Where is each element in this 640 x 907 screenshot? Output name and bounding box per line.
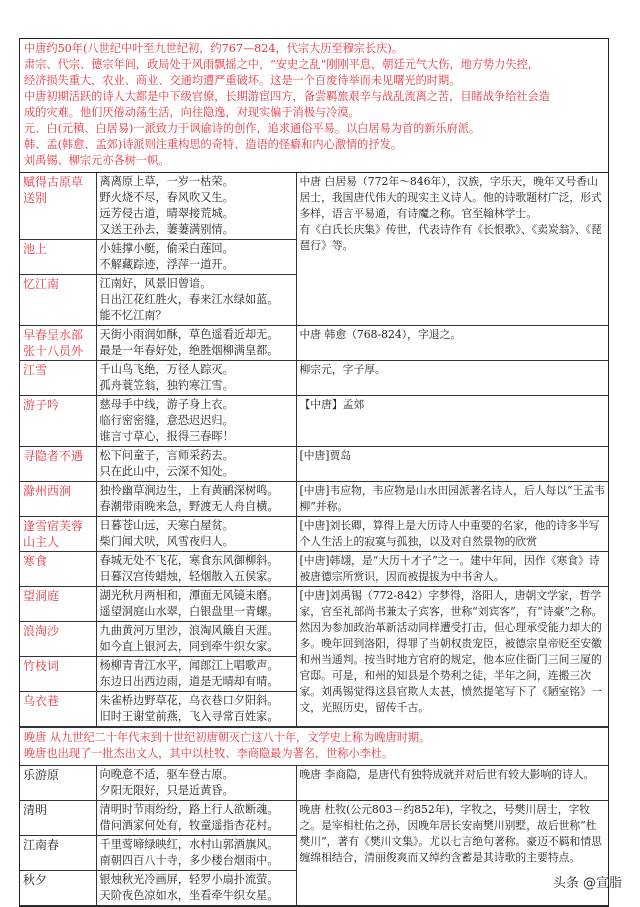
poem-line: 只在此山中，云深不知处。 [99, 465, 234, 478]
poem-line: 天街小雨润如酥，草色遥看近却无。 [99, 328, 279, 341]
poem-line: 野火烧不尽，春风吹又生。 [99, 191, 234, 204]
poem-text [96, 447, 296, 482]
poet-info-hanhong: [中唐]韩翃，是“大历十才子”之一。建中年间，因作《寒食》诗被唐德宗所赏识，因而被提拔为中书舍人。 [296, 552, 608, 587]
poem-text [96, 173, 296, 240]
intro-line: 经济损失重大，农业、商业、交通均遭严重破坏。这是一个百废待举而未见曙光的时期。 [24, 74, 461, 87]
poem-line: 清明时节雨纷纷，路上行人欲断魂。 [99, 803, 279, 816]
poem-line: 春城无处不飞花，寒食东风御柳斜。 [99, 554, 279, 567]
intro-line: 韩、孟(韩愈、孟郊)诗派则注重构思的奇特、造语的怪癖和内心激情的抒发。 [24, 138, 402, 151]
intro-line: 中唐约50年(八世纪中叶至九世纪初，约767—824，代宗大历至穆宗长庆)。 [24, 42, 403, 55]
poet-info-jiadao: [中唐]贾岛 [296, 447, 608, 482]
table-row [20, 326, 608, 361]
poem-text [96, 326, 296, 361]
poem-line: 独怜幽草涧边生，上有黄鹂深树鸣。 [99, 484, 279, 497]
poem-line: 谁言寸草心，报得三春晖！ [99, 430, 234, 443]
intro-line: 肃宗、代宗、德宗年间，政局处于风雨飘摇之中，“安史之乱”刚刚平息，朝廷元气大伤，地方势力失控， [24, 58, 539, 71]
poem-line: 江南好，风景旧曾谙。 [99, 277, 212, 290]
poem-line: 千里莺啼绿映红，水村山郭酒旗风。 [99, 838, 279, 851]
intro-line: 成的灾难。他们厌倦动荡生活，向往隐逸，对现实偏于消极与冷漠。 [24, 106, 360, 119]
poem-title: 乌衣巷 [20, 692, 96, 727]
poem-text [96, 517, 296, 552]
poem-text [96, 587, 296, 622]
poet-info-weiyingwu: [中唐]韦应物，韦应物是山水田园派著名诗人，后人每以“王孟韦柳”并称。 [296, 482, 608, 517]
poem-line: 能不忆江南？ [99, 309, 167, 322]
table-row [20, 361, 608, 396]
poem-text [96, 692, 296, 727]
poem-line: 又送王孙去，萋萋满别情。 [99, 223, 234, 236]
poem-title: 游子吟 [20, 396, 96, 447]
poet-info-lishangyin: 晚唐 李商隐，是唐代有独特成就并对后世有较大影响的诗人。 [296, 766, 608, 801]
table-row [20, 447, 608, 482]
poem-line: 小娃撑小艇，偷采白莲回。 [99, 242, 234, 255]
poet-text: [中唐]刘长卿，算得上是大历诗人中重要的名家，他的诗多半写个人生活上的寂寞与孤独，以及对自然景物的欣赏 [299, 519, 600, 548]
poem-text [96, 766, 296, 801]
table-row [20, 482, 608, 517]
poet-info-mengjiao: 【中唐】孟郊 [296, 396, 608, 447]
table-row [20, 766, 608, 801]
late-tang-table [20, 766, 608, 906]
poem-line: 松下问童子，言师采药去。 [99, 449, 234, 462]
poem-title: 浪淘沙 [20, 622, 96, 657]
watermark: 头条 @宣脂 [552, 876, 622, 891]
poem-text [96, 275, 296, 326]
mid-tang-intro [20, 39, 608, 173]
poem-line: 朱雀桥边野草花，乌衣巷口夕阳斜。 [99, 694, 279, 707]
intro-line: 中唐初期活跃的诗人大都是中下级官僚，长期游宦四方，备尝羁旅艰辛与战乱流离之苦，目睹战争给社会造 [24, 90, 550, 103]
poem-title: 赋得古原草送别 [20, 173, 96, 240]
poem-title: 望洞庭 [20, 587, 96, 622]
poem-line: 孤舟蓑笠翁，独钓寒江雪。 [99, 379, 234, 392]
poet-text: 有《白氏长庆集》传世，代表诗作有《长恨歌》、《卖炭翁》、《琵琶行》等。 [299, 223, 602, 252]
intro-line: 刘禹锡、柳宗元亦各树一帜。 [24, 154, 170, 167]
poem-line: 柴门闻犬吠，风雪夜归人。 [99, 535, 234, 548]
poem-title: 清明 [20, 801, 96, 836]
poem-line: 遥望洞庭山水翠，白银盘里一青螺。 [99, 605, 279, 618]
poem-line: 杨柳青青江水平，闻郎江上唱歌声。 [99, 659, 279, 672]
poem-line: 千山鸟飞绝，万径人踪灭。 [99, 363, 234, 376]
poem-line: 南朝四百八十寺，多少楼台烟雨中。 [99, 854, 279, 867]
poem-title: 寒食 [20, 552, 96, 587]
poem-text [96, 871, 296, 906]
poem-line: 慈母手中线，游子身上衣。 [99, 398, 234, 411]
poem-line: 最是一年春好处，绝胜烟柳满皇都。 [99, 344, 279, 357]
poem-title: 早春呈水部张十八员外 [20, 326, 96, 361]
poem-line: 借问酒家何处有，牧童遥指杏花村。 [99, 819, 279, 832]
mid-tang-table [20, 173, 608, 727]
poet-info-liuyuxi [296, 587, 608, 727]
intro-line: 晚唐 从九世纪二十年代末到十世纪初唐朝灭亡这八十年，文学史上称为晚唐时期。 [24, 731, 431, 744]
late-tang-intro [20, 727, 608, 766]
table-row [20, 552, 608, 587]
poem-line: 不解藏踪迹，浮萍一道开。 [99, 258, 234, 271]
poem-line: 旧时王谢堂前燕，飞入寻常百姓家。 [99, 710, 279, 723]
table-row [20, 173, 608, 240]
poem-text [96, 552, 296, 587]
poem-text [96, 836, 296, 871]
poet-info-liuchangqing [296, 517, 608, 552]
intro-line: 元、白(元稹、白居易)一派致力于讽谕诗的创作，追求通俗平易。以白居易为首的新乐府派。 [24, 122, 481, 135]
poem-text [96, 801, 296, 836]
poem-text [96, 361, 296, 396]
table-row [20, 517, 608, 552]
poem-line: 九曲黄河万里沙，浪淘风簸自天涯。 [99, 624, 279, 637]
poem-line: 日暮汉宫传蜡烛，轻烟散入五侯家。 [99, 570, 279, 583]
poem-line: 离离原上草，一岁一枯荣。 [99, 175, 234, 188]
poem-title: 逢雪宿芙蓉山主人 [20, 517, 96, 552]
poem-title: 秋夕 [20, 871, 96, 906]
poem-line: 夕阳无限好，只是近黄昏。 [99, 784, 234, 797]
poem-title: 寻隐者不遇 [20, 447, 96, 482]
poem-text [96, 396, 296, 447]
poet-info-liuzongyuan: 柳宗元，字子厚。 [296, 361, 608, 396]
poem-line: 湖光秋月两相和，潭面无风镜未磨。 [99, 589, 279, 602]
poet-info-dumu: 晚唐 杜牧(公元803－约852年)，字牧之，号樊川居士，字牧之。是宰相杜佑之孙，因晚年居长安南樊川别墅，故后世称“杜樊川”，著有《樊川文集》。尤以七言绝句著称。豪迈不羁和情思缠绵相结合，清丽俊爽而又绰约含蓄是其诗歌的主要特点。 [296, 801, 608, 906]
table-row [20, 587, 608, 622]
poem-title: 滁州西涧 [20, 482, 96, 517]
poem-title: 江南春 [20, 836, 96, 871]
poem-line: 向晚意不适，驱车登古原。 [99, 768, 234, 781]
poem-text [96, 657, 296, 692]
poem-line: 春潮带雨晚来急，野渡无人舟自横。 [99, 500, 279, 513]
poem-title: 忆江南 [20, 275, 96, 326]
poem-line: 银烛秋光冷画屏，轻罗小扇扑流萤。 [99, 873, 279, 886]
poem-title: 池上 [20, 240, 96, 275]
poem-text [96, 622, 296, 657]
poem-title: 江雪 [20, 361, 96, 396]
poem-title: 竹枝词 [20, 657, 96, 692]
poet-text: 中唐 白居易（772年～846年），汉族，字乐天，晚年又号香山居士，我国唐代伟大的现实主义诗人。他的诗歌题材广泛，形式多样，语言平易通，有诗魔之称。官至翰林学士。 [299, 175, 602, 220]
poem-line: 东边日出西边雨，道是无晴却有晴。 [99, 675, 279, 688]
poet-info-bai [296, 173, 608, 326]
poem-line: 临行密密缝，意恐迟迟归。 [99, 414, 234, 427]
poem-line: 远芳侵古道，晴翠接荒城。 [99, 207, 234, 220]
poem-line: 天阶夜色凉如水，坐看牵牛织女星。 [99, 889, 279, 902]
document-table [19, 38, 609, 907]
poem-line: 如今直上银河去，同到牵牛织女家。 [99, 640, 279, 653]
poem-line: 日出江花红胜火，春来江水绿如蓝。 [99, 293, 279, 306]
poet-info-han: 中唐 韩愈（768-824），字退之。 [296, 326, 608, 361]
poem-line: 日暮苍山远，天寒白屋贫。 [99, 519, 234, 532]
intro-line: 晚唐也出现了一批杰出文人，其中以杜牧、李商隐最为著名，世称小李杜。 [24, 747, 394, 760]
table-row [20, 396, 608, 447]
poem-title: 乐游原 [20, 766, 96, 801]
table-row [20, 801, 608, 836]
poem-text [96, 482, 296, 517]
poet-text: [中唐]刘禹锡（772-842）字梦得，洛阳人，唐朝文学家，哲学家，官至礼部尚书兼太子宾客，世称“刘宾客”，有“诗豪”之称。然因为参加政治革新活动同样遭受打击，但心理承受能力却大的多。晚年回到洛阳，得罪了当朝权贵宠臣，被德宗皇帝贬至安徽和州当通判。按当时地方官府的规定，他本应住衙门三间三厦的官邸。可是，和州的知县是个势利之徒，半年之间，连搬三次家。刘禹锡觉得这县官欺人太甚，愤然提笔写下了《陋室铭》一文，光照历史，留传千古。 [299, 589, 603, 714]
poem-text [96, 240, 296, 275]
